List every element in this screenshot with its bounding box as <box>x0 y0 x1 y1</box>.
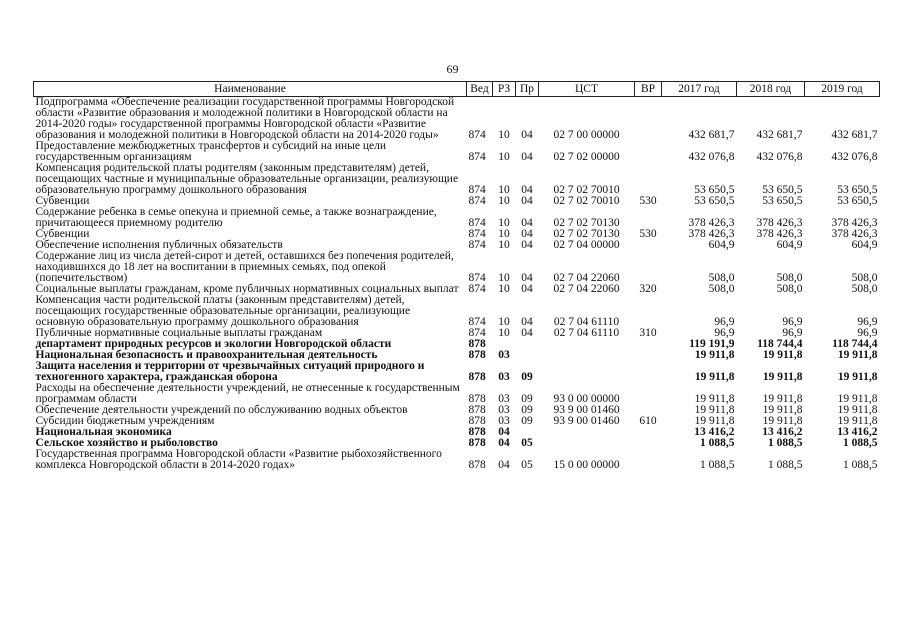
cell-cst: 15 0 00 00000 <box>553 459 620 471</box>
cell-vr: 530 <box>639 195 657 207</box>
table-row <box>34 361 880 383</box>
cell-rz: 10 <box>498 129 510 141</box>
cell-pr: 04 <box>521 228 533 240</box>
cell-2018: 118 744,4 <box>757 338 803 350</box>
cell-rz: 10 <box>498 151 510 163</box>
cell-2017: 119 191,9 <box>689 338 735 350</box>
cell-cst <box>539 361 635 383</box>
cell-pr: 04 <box>521 283 533 295</box>
cell-pr: 04 <box>521 129 533 141</box>
cell-pr: 04 <box>521 195 533 207</box>
cell-cst: 93 9 00 01460 <box>553 404 620 416</box>
cell-vr: 320 <box>639 283 657 295</box>
cell-2017: 19 911,8 <box>694 371 735 383</box>
cell-name: Сельское хозяйство и рыболовство <box>35 437 218 449</box>
cell-name: Предоставление межбюджетных трансфертов и субсидий на иные цели государственным организациям <box>35 140 387 163</box>
cell-2019: 508,0 <box>851 283 878 295</box>
cell-name: Субсидии бюджетным учреждениям <box>35 415 215 427</box>
cell-vr <box>635 438 662 449</box>
cell-2017: 432 681,7 <box>688 129 735 141</box>
cell-name: Национальная безопасность и правоохранительная деятельность <box>35 349 378 361</box>
cell-cst <box>539 427 635 438</box>
cell-rz: 10 <box>498 217 510 229</box>
cell-ved: 874 <box>468 316 486 328</box>
cell-pr: 04 <box>521 316 533 328</box>
table-row <box>34 207 880 229</box>
cell-2017: 13 416,2 <box>694 426 735 438</box>
cell-name: Субвенции <box>35 195 90 207</box>
cell-2018: 19 911,8 <box>762 415 803 427</box>
cell-rz: 03 <box>498 371 510 383</box>
cell-name: Социальные выплаты гражданам, кроме публичных нормативных социальных выплат <box>35 283 459 295</box>
cell-2019: 432 076,8 <box>831 151 878 163</box>
cell-2018: 13 416,2 <box>762 426 803 438</box>
cell-2019: 432 681,7 <box>831 129 878 141</box>
cell-rz: 10 <box>498 228 510 240</box>
table-row <box>34 141 880 163</box>
cell-2017: 96,9 <box>714 316 735 328</box>
cell-name: Компенсация части родительской платы (законным представителям) детей, посещающих государственные образовательные организации, реализующие основную образовательную программу дошкольного образования <box>35 294 411 328</box>
cell-rz: 10 <box>498 327 510 339</box>
cell-2017: 19 911,8 <box>694 393 735 405</box>
cell-2017: 604,9 <box>708 239 735 251</box>
cell-rz: 10 <box>498 272 510 284</box>
cell-ved: 874 <box>468 283 486 295</box>
table-row <box>34 163 880 196</box>
header-ved: Вед <box>467 82 493 97</box>
header-2018: 2018 год <box>737 82 805 97</box>
cell-vr <box>635 427 662 438</box>
cell-2019: 378 426,3 <box>831 228 878 240</box>
table-header-row <box>34 82 880 97</box>
cell-2018: 19 911,8 <box>762 349 803 361</box>
cell-2019: 604,9 <box>851 239 878 251</box>
cell-ved: 874 <box>468 184 486 196</box>
cell-2018: 378 426,3 <box>756 217 803 229</box>
cell-ved: 878 <box>468 349 486 361</box>
cell-2019: 378 426,3 <box>831 217 878 229</box>
cell-pr: 09 <box>521 415 533 427</box>
cell-pr: 09 <box>521 393 533 405</box>
cell-ved: 874 <box>468 239 486 251</box>
cell-2017: 378 426,3 <box>688 228 735 240</box>
cell-ved: 878 <box>468 404 486 416</box>
cell-cst: 02 7 04 22060 <box>553 283 620 295</box>
cell-ved: 874 <box>468 217 486 229</box>
cell-ved: 874 <box>468 129 486 141</box>
cell-2019: 19 911,8 <box>837 404 878 416</box>
cell-2018: 1 088,5 <box>768 459 803 471</box>
cell-name: Защита населения и территории от чрезвычайных ситуаций природного и техногенного характера, гражданская оборона <box>35 360 425 383</box>
cell-name: Расходы на обеспечение деятельности учреждений, не отнесенные к государственным программам области <box>35 382 460 405</box>
cell-2018: 378 426,3 <box>756 228 803 240</box>
cell-rz: 04 <box>498 459 510 471</box>
cell-vr <box>635 350 662 361</box>
cell-ved: 878 <box>468 426 486 438</box>
cell-cst: 02 7 04 61110 <box>553 316 620 328</box>
cell-ved: 874 <box>468 151 486 163</box>
cell-2019: 13 416,2 <box>837 426 878 438</box>
cell-2018: 432 681,7 <box>756 129 803 141</box>
cell-2019: 19 911,8 <box>837 349 878 361</box>
cell-vr <box>635 449 662 471</box>
cell-2018: 96,9 <box>782 316 803 328</box>
cell-name: Компенсация родительской платы родителям (законным представителям) детей, посещающих частные и муниципальные образовательные организации, реализующие образовательную программу дошкольного образования <box>35 162 459 196</box>
cell-cst <box>539 350 635 361</box>
cell-pr: 04 <box>521 272 533 284</box>
cell-name: Содержание ребенка в семье опекуна и приемной семье, а также вознаграждение, причитающееся приемному родителю <box>35 206 437 229</box>
cell-2018: 19 911,8 <box>762 393 803 405</box>
cell-pr: 04 <box>521 217 533 229</box>
cell-cst <box>539 339 635 350</box>
table-row <box>34 97 880 142</box>
cell-2018: 432 076,8 <box>756 151 803 163</box>
cell-2017: 19 911,8 <box>694 349 735 361</box>
cell-2017: 378 426,3 <box>688 217 735 229</box>
cell-ved: 874 <box>468 228 486 240</box>
cell-rz: 03 <box>498 404 510 416</box>
cell-ved: 878 <box>468 415 486 427</box>
cell-2017: 1 088,5 <box>700 459 735 471</box>
header-name: Наименование <box>34 82 467 97</box>
header-vr: ВР <box>635 82 662 97</box>
cell-2018: 1 088,5 <box>768 437 803 449</box>
cell-2019: 96,9 <box>857 316 878 328</box>
cell-pr <box>516 350 539 361</box>
cell-name: департамент природных ресурсов и экологии Новгородской области <box>35 338 392 350</box>
cell-rz: 04 <box>498 437 510 449</box>
cell-ved: 874 <box>468 195 486 207</box>
cell-2018: 19 911,8 <box>762 371 803 383</box>
cell-2019: 1 088,5 <box>843 437 878 449</box>
cell-rz: 03 <box>498 393 510 405</box>
cell-vr <box>635 97 662 142</box>
cell-cst: 02 7 04 22060 <box>553 272 620 284</box>
header-rz: РЗ <box>493 82 516 97</box>
cell-cst: 93 0 00 00000 <box>553 393 620 405</box>
cell-cst: 02 7 02 70010 <box>553 184 620 196</box>
cell-vr <box>635 295 662 328</box>
cell-ved: 878 <box>468 393 486 405</box>
cell-pr: 04 <box>521 184 533 196</box>
cell-name: Содержание лиц из числа детей-сирот и детей, оставшихся без попечения родителей, находившихся до 18 лет на воспитании в приемных семьях, под опекой (попечительством) <box>35 250 454 284</box>
cell-rz: 10 <box>498 316 510 328</box>
page-number: 69 <box>446 62 459 76</box>
cell-name: Обеспечение деятельности учреждений по обслуживанию водных объектов <box>35 404 408 416</box>
cell-cst: 02 7 02 00000 <box>553 151 620 163</box>
cell-2018: 53 650,5 <box>762 195 803 207</box>
cell-2018: 96,9 <box>782 327 803 339</box>
cell-2017: 53 650,5 <box>694 195 735 207</box>
cell-2019: 53 650,5 <box>837 195 878 207</box>
cell-rz: 10 <box>498 283 510 295</box>
cell-pr: 04 <box>521 239 533 251</box>
cell-vr <box>635 163 662 196</box>
cell-2017: 1 088,5 <box>700 437 735 449</box>
cell-name: Подпрограмма «Обеспечение реализации государственной программы Новгородской области «Развитие образования и молодежной политики в Новгородской области на 2014-2020 годы» государственной программы Новгородской области «Развитие образования и молодежной политики в Новгородской области на 2014-2020 годы» <box>35 96 455 141</box>
cell-2018: 53 650,5 <box>762 184 803 196</box>
cell-name: Национальная экономика <box>35 426 172 438</box>
cell-pr <box>516 339 539 350</box>
cell-2017: 508,0 <box>708 283 735 295</box>
cell-name: Обеспечение исполнения публичных обязательств <box>35 239 283 251</box>
cell-rz: 04 <box>498 426 510 438</box>
cell-ved: 878 <box>468 371 486 383</box>
cell-2017: 96,9 <box>714 327 735 339</box>
cell-name: Субвенции <box>35 228 90 240</box>
cell-2019: 19 911,8 <box>837 371 878 383</box>
cell-2018: 508,0 <box>776 272 803 284</box>
cell-vr <box>635 207 662 229</box>
cell-vr <box>635 141 662 163</box>
cell-ved: 874 <box>468 327 486 339</box>
budget-table <box>33 81 880 471</box>
cell-2019: 19 911,8 <box>837 393 878 405</box>
cell-pr: 09 <box>521 404 533 416</box>
header-pr: Пр <box>516 82 539 97</box>
cell-pr: 09 <box>521 371 533 383</box>
cell-2017: 508,0 <box>708 272 735 284</box>
cell-cst: 02 7 04 00000 <box>553 239 620 251</box>
cell-2019: 96,9 <box>857 327 878 339</box>
cell-2019: 508,0 <box>851 272 878 284</box>
cell-2018: 19 911,8 <box>762 404 803 416</box>
cell-2019: 1 088,5 <box>843 459 878 471</box>
cell-rz: 03 <box>498 349 510 361</box>
header-2017: 2017 год <box>662 82 737 97</box>
cell-cst: 02 7 04 61110 <box>553 327 620 339</box>
cell-pr: 04 <box>521 151 533 163</box>
cell-vr: 310 <box>639 327 657 339</box>
cell-name: Государственная программа Новгородской области «Развитие рыбохозяйственного комплекса Новгородской области в 2014-2020 годах» <box>35 448 442 471</box>
cell-rz: 10 <box>498 239 510 251</box>
cell-vr: 530 <box>639 228 657 240</box>
cell-2019: 53 650,5 <box>837 184 878 196</box>
cell-2019: 19 911,8 <box>837 415 878 427</box>
cell-pr: 05 <box>521 459 533 471</box>
cell-ved: 874 <box>468 272 486 284</box>
cell-cst: 93 9 00 01460 <box>553 415 620 427</box>
cell-vr <box>635 361 662 383</box>
cell-pr: 04 <box>521 327 533 339</box>
cell-vr: 610 <box>639 415 657 427</box>
cell-name: Публичные нормативные социальные выплаты гражданам <box>35 327 323 339</box>
cell-cst: 02 7 02 70130 <box>553 228 620 240</box>
cell-ved: 878 <box>468 338 486 350</box>
cell-2017: 19 911,8 <box>694 415 735 427</box>
cell-cst <box>539 438 635 449</box>
cell-vr <box>635 339 662 350</box>
table-row <box>34 295 880 328</box>
cell-cst: 02 7 00 00000 <box>553 129 620 141</box>
cell-cst: 02 7 02 70010 <box>553 195 620 207</box>
cell-ved: 878 <box>468 459 486 471</box>
cell-rz: 03 <box>498 415 510 427</box>
table-row <box>34 251 880 284</box>
cell-2017: 19 911,8 <box>694 404 735 416</box>
header-2019: 2019 год <box>805 82 880 97</box>
cell-vr <box>635 251 662 284</box>
cell-vr <box>635 240 662 251</box>
table-row <box>34 449 880 471</box>
cell-2018: 604,9 <box>776 239 803 251</box>
cell-vr <box>635 383 662 405</box>
cell-rz: 10 <box>498 184 510 196</box>
cell-2017: 432 076,8 <box>688 151 735 163</box>
cell-cst: 02 7 02 70130 <box>553 217 620 229</box>
cell-2019: 118 744,4 <box>832 338 878 350</box>
cell-2017: 53 650,5 <box>694 184 735 196</box>
cell-ved: 878 <box>468 437 486 449</box>
cell-rz: 10 <box>498 195 510 207</box>
header-cst: ЦСТ <box>539 82 635 97</box>
cell-pr: 05 <box>521 437 533 449</box>
cell-2018: 508,0 <box>776 283 803 295</box>
table-row <box>34 383 880 405</box>
